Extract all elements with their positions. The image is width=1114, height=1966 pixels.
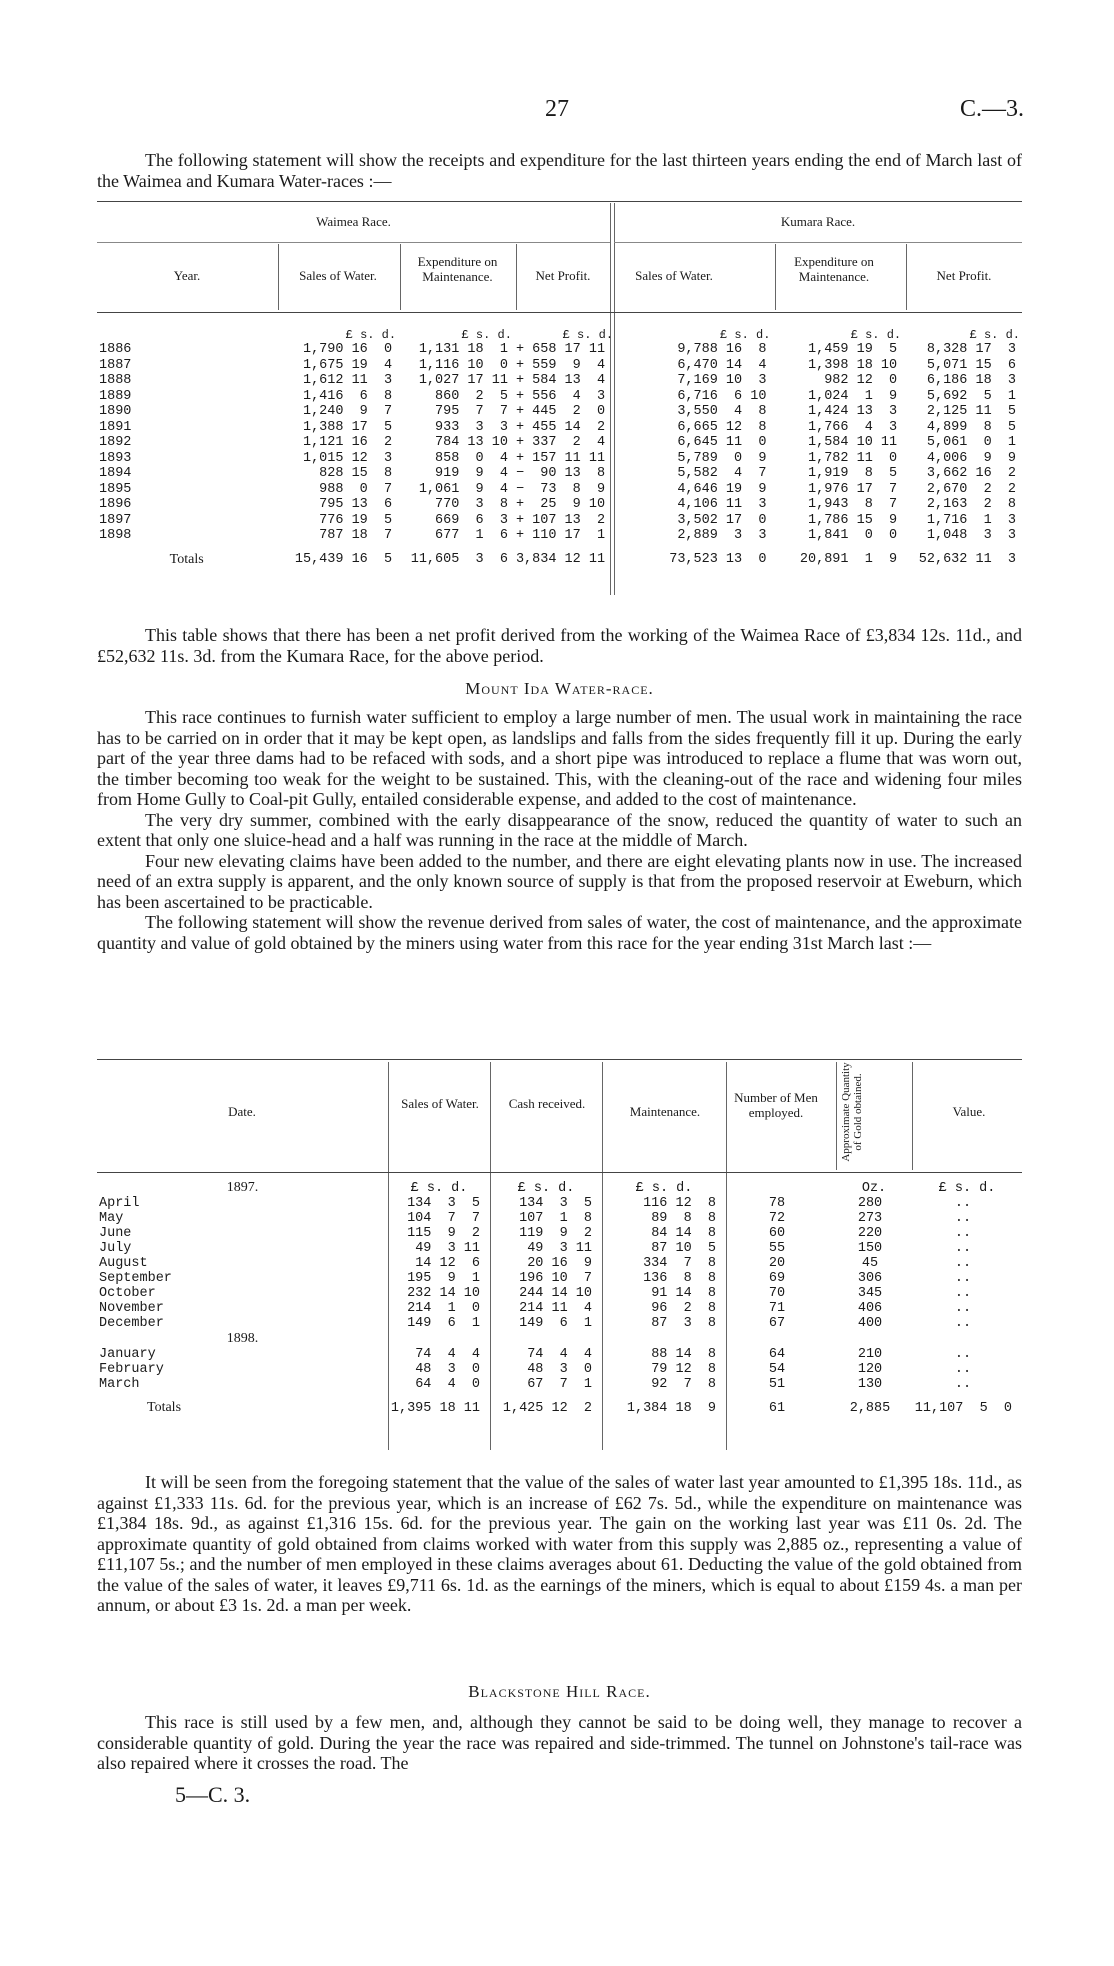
value-cell: 1,782 11 0 [808, 450, 898, 466]
table-row [97, 1362, 1022, 1377]
value-cell: 1,919 8 5 [808, 466, 898, 482]
year-cell: 1896 [99, 497, 132, 512]
mount-ida-para-4: The following statement will show the revenue derived from sales of water, the cost of maintenance, and the approximate quantity and value of gold obtained by the miners using water from this race for the year ending 31st March last :— [97, 912, 1022, 953]
table-row [97, 497, 1022, 513]
value-cell: 60 [768, 1226, 786, 1241]
value-cell: 1,416 6 8 [302, 388, 393, 404]
col-date: Date. [228, 1104, 256, 1119]
month-cell: August [99, 1256, 148, 1271]
value-cell: 136 8 8 [643, 1271, 716, 1286]
value-cell: 196 10 7 [519, 1271, 592, 1286]
value-cell: 8,328 17 3 [926, 342, 1016, 358]
value-cell: 244 14 10 [519, 1286, 592, 1301]
paragraph-gold-summary: It will be seen from the foregoing statement that the value of the sales of water last year amounted to £1,395 18s. 11d., as against £1,333 11s. 6d. for the previous year, which is an increase of £62 7s. 5d., while the expenditure on maintenance was £1,384 18s. 9d., as against £1,316 15s. 6d. for the previous year. The gain on the working last year was £11 0s. 2d. The approximate quantity of gold obtained from claims worked with water from this supply was 2,885 oz., representing a value of £11,107 5s.; and the number of men employed in these claims averages about 61. Deducting the value of the gold obtained from the value of the sales of water, it leaves £9,711 6s. 1d. as the earnings of the miners, which is equal to about £159 4s. a man per annum, or about £3 1s. 2d. a man per week. [97, 1472, 1022, 1615]
value-cell: + 110 17 1 [515, 528, 606, 544]
value-cell: .. [954, 1316, 972, 1331]
total-cell: 20,891 1 9 [799, 552, 898, 567]
value-cell: 5,692 5 1 [926, 388, 1016, 404]
value-cell: 406 [857, 1301, 883, 1316]
heading-mount-ida: Mount Ida Water-race. [465, 679, 654, 698]
col-year: Year. [173, 268, 201, 283]
year-cell: 1890 [99, 404, 132, 419]
month-cell: June [99, 1226, 132, 1241]
value-cell: 1,061 9 4 [418, 481, 508, 497]
value-cell: 1,790 16 0 [302, 342, 393, 358]
table-row [97, 1377, 1022, 1392]
table2-body [97, 1180, 1022, 1416]
spacer [602, 1331, 726, 1347]
value-cell: 92 7 8 [651, 1377, 716, 1392]
table1-units-row [97, 328, 1022, 342]
value-cell: 5,071 15 6 [926, 357, 1016, 373]
table-row [97, 466, 1022, 482]
year-cell: 1887 [99, 357, 132, 373]
value-cell: + 337 2 4 [515, 435, 606, 451]
table-row [97, 1347, 1022, 1362]
heading-blackstone-hill: Blackstone Hill Race. [468, 1682, 651, 1701]
value-cell: 115 9 2 [407, 1226, 480, 1241]
table-row [97, 1196, 1022, 1211]
value-cell: 48 3 0 [527, 1362, 592, 1377]
value-cell: 1,584 10 11 [808, 435, 898, 451]
value-cell: 1,015 12 3 [302, 450, 393, 466]
total-cell: 61 [768, 1400, 786, 1416]
value-cell: 4,646 19 9 [677, 481, 767, 497]
col-men: Number of Men employed. [734, 1090, 818, 1120]
year-cell: 1895 [99, 481, 132, 497]
total-cell: 1,425 12 2 [502, 1400, 592, 1416]
value-cell: 71 [768, 1301, 786, 1316]
value-cell: 1,943 8 7 [808, 497, 898, 513]
value-cell: 1,131 18 1 [418, 342, 508, 358]
value-cell: 334 7 8 [643, 1256, 716, 1271]
value-cell: + 107 13 2 [515, 512, 606, 528]
value-cell: 64 [768, 1347, 786, 1362]
col-kumara-sales: Sales of Water. [635, 268, 713, 283]
value-cell: 210 [857, 1347, 883, 1362]
table-row [97, 1286, 1022, 1301]
value-cell: 84 14 8 [651, 1226, 716, 1241]
col-waimea-net: Net Profit. [535, 268, 591, 283]
value-cell: 988 0 7 [319, 481, 393, 497]
value-cell: 3,662 16 2 [926, 466, 1016, 482]
mount-ida-para-1: This race continues to furnish water sufficient to employ a large number of men. The usual work in maintaining the race has to be carried on in order that it may be kept open, as landslips and falls from the sides frequently fill it up. During the early part of the year three dams had to be refaced with sods, and a short pipe was introduced to replace a flume that was worn out, the timber becoming too weak for the weight to be sustained. This, with the cleaning-out of the race and widening four miles from Home Gully to Coal-pit Gully, entailed considerable expense, and added to the cost of maintenance. [97, 707, 1022, 809]
table-row [97, 1211, 1022, 1226]
value-cell: 64 4 0 [415, 1377, 480, 1392]
table-row [97, 342, 1022, 358]
value-cell: 49 3 11 [527, 1241, 592, 1256]
table1-body [97, 328, 1022, 568]
mount-ida-paragraphs [97, 707, 1022, 953]
value-cell: 91 14 8 [651, 1286, 716, 1301]
table-row [97, 1271, 1022, 1286]
value-cell: 74 4 4 [415, 1347, 480, 1362]
month-cell: December [99, 1316, 164, 1331]
table-row [97, 528, 1022, 544]
value-cell: 67 [768, 1316, 786, 1331]
table-row [97, 420, 1022, 436]
value-cell: 87 10 5 [651, 1241, 716, 1256]
value-cell: 150 [857, 1241, 883, 1256]
value-cell: 55 [768, 1241, 786, 1256]
value-cell: 107 1 8 [519, 1211, 592, 1226]
unit-label: £ s. d. [938, 1180, 996, 1196]
value-cell: 400 [857, 1316, 883, 1331]
value-cell: 1,048 3 3 [926, 528, 1016, 544]
unit-label: £ s. d. [635, 1180, 693, 1196]
value-cell: .. [954, 1226, 972, 1241]
value-cell: 273 [857, 1211, 883, 1226]
value-cell: 232 14 10 [407, 1286, 480, 1301]
table-row [97, 404, 1022, 420]
total-cell: 11,605 3 6 [410, 552, 508, 567]
value-cell: 120 [857, 1362, 883, 1377]
value-cell: 860 2 5 [435, 388, 508, 404]
value-cell: 20 16 9 [527, 1256, 592, 1271]
value-cell: .. [954, 1241, 972, 1256]
spacer [388, 1331, 490, 1347]
year-cell: 1889 [99, 388, 132, 404]
value-cell: 89 8 8 [651, 1211, 716, 1226]
value-cell: 20 [768, 1256, 786, 1271]
unit-label: £ s. d. [345, 328, 397, 342]
unit-label: £ s. d. [720, 328, 771, 342]
value-cell: 982 12 0 [824, 373, 898, 389]
value-cell: + 445 2 0 [515, 404, 606, 420]
total-cell: 73,523 13 0 [669, 552, 767, 567]
table-row [97, 1316, 1022, 1331]
value-cell: 149 6 1 [407, 1316, 480, 1331]
value-cell: 214 11 4 [519, 1301, 592, 1316]
month-cell: July [99, 1241, 132, 1256]
value-cell: 7,169 10 3 [677, 373, 767, 389]
value-cell: .. [954, 1256, 972, 1271]
col-maintenance: Maintenance. [629, 1104, 701, 1119]
value-cell: 67 7 1 [527, 1377, 592, 1392]
value-cell: .. [954, 1286, 972, 1301]
month-cell: November [99, 1301, 164, 1316]
table-row [97, 358, 1022, 374]
total-cell: 1,395 18 11 [390, 1400, 480, 1416]
value-cell: .. [954, 1271, 972, 1286]
kumara-race-heading: Kumara Race. [780, 214, 856, 229]
intro-paragraph: The following statement will show the receipts and expenditure for the last thirteen years ending the end of March last of the Waimea and Kumara Water-races :— [97, 150, 1022, 191]
value-cell: 828 15 8 [319, 466, 393, 482]
unit-label: £ s. d. [969, 328, 1020, 342]
table-row [97, 1226, 1022, 1241]
table-row [97, 1256, 1022, 1271]
year-label: 1898. [226, 1331, 259, 1346]
value-cell: 770 3 8 [435, 497, 508, 513]
spacer [490, 1331, 602, 1347]
value-cell: 1,240 9 7 [302, 404, 393, 420]
mount-ida-para-2: The very dry summer, combined with the early disappearance of the snow, reduced the quantity of water to such an extent that only one sluice-head and a half was running in the race at the middle of March. [97, 809, 1022, 850]
value-cell: 787 18 7 [319, 528, 393, 544]
value-cell: + 559 9 4 [515, 357, 606, 373]
value-cell: 6,186 18 3 [926, 373, 1016, 389]
value-cell: 1,388 17 5 [302, 419, 393, 435]
value-cell: 116 12 8 [643, 1196, 716, 1211]
unit-label: Oz. [861, 1180, 887, 1196]
value-cell: − 90 13 8 [515, 466, 606, 482]
value-cell: 72 [768, 1211, 786, 1226]
value-cell: 795 7 7 [435, 404, 508, 420]
value-cell: 2,163 2 8 [926, 497, 1016, 513]
value-cell: 795 13 6 [319, 497, 393, 513]
totals-label: Totals [169, 551, 204, 567]
units-spacer [97, 328, 276, 342]
table2-units-row [97, 1180, 1022, 1196]
table-row [97, 373, 1022, 389]
value-cell: 9,788 16 8 [677, 342, 767, 358]
document-ref: C.—3. [960, 96, 1025, 122]
month-cell: April [99, 1196, 140, 1211]
total-cell: 52,632 11 3 [918, 552, 1016, 567]
value-cell: 2,889 3 3 [677, 528, 767, 544]
value-cell: + 25 9 10 [515, 497, 606, 513]
value-cell: 79 12 8 [651, 1362, 716, 1377]
year-cell: 1898 [99, 528, 132, 543]
unit-label: £ s. d. [850, 328, 902, 342]
value-cell: 933 3 3 [435, 419, 508, 435]
value-cell: 776 19 5 [319, 512, 393, 528]
value-cell: 4,006 9 9 [926, 450, 1016, 466]
value-cell: 6,470 14 4 [677, 357, 767, 373]
total-cell: 15,439 16 5 [294, 552, 393, 567]
value-cell: 5,061 0 1 [926, 435, 1016, 451]
year-cell: 1891 [99, 419, 132, 435]
table1-totals-row [97, 544, 1022, 568]
value-cell: 96 2 8 [651, 1301, 716, 1316]
col-waimea-exp: Expenditure on Maintenance. [417, 254, 498, 284]
totals-label: Totals [147, 1400, 182, 1415]
month-cell: October [99, 1286, 156, 1301]
spacer [726, 1331, 836, 1347]
value-cell: 220 [857, 1226, 883, 1241]
year-cell: 1897 [99, 512, 132, 528]
value-cell: 69 [768, 1271, 786, 1286]
col-kumara-net: Net Profit. [936, 268, 992, 283]
value-cell: .. [954, 1301, 972, 1316]
value-cell: 104 7 7 [407, 1211, 480, 1226]
value-cell: 4,899 8 5 [926, 419, 1016, 435]
value-cell: 2,125 11 5 [926, 404, 1016, 420]
value-cell: 1,675 19 4 [302, 357, 393, 373]
units-spacer [726, 1180, 836, 1196]
spacer [836, 1331, 912, 1347]
value-cell: 45 [861, 1256, 879, 1271]
value-cell: 87 3 8 [651, 1316, 716, 1331]
value-cell: .. [954, 1362, 972, 1377]
value-cell: 1,786 15 9 [808, 512, 898, 528]
value-cell: 1,459 19 5 [808, 342, 898, 358]
month-cell: September [99, 1271, 172, 1286]
col-value: Value. [952, 1104, 986, 1119]
value-cell: 669 6 3 [435, 512, 508, 528]
value-cell: .. [954, 1377, 972, 1392]
value-cell: 119 9 2 [519, 1226, 592, 1241]
unit-label: £ s. d. [461, 328, 512, 342]
value-cell: .. [954, 1211, 972, 1226]
value-cell: + 455 14 2 [515, 419, 606, 435]
value-cell: 1,024 1 9 [808, 388, 898, 404]
value-cell: 54 [768, 1362, 786, 1377]
value-cell: 280 [857, 1196, 883, 1211]
month-cell: January [99, 1347, 156, 1362]
value-cell: 677 1 6 [435, 528, 508, 544]
value-cell: 48 3 0 [415, 1362, 480, 1377]
mount-ida-para-3: Four new elevating claims have been added to the number, and there are eight elevating plants now in use. The increased need of an extra supply is apparent, and the only known source of supply is that from the proposed reservoir at Eweburn, which has been ascertained to be practicable. [97, 850, 1022, 912]
col-sales: Sales of Water. [401, 1096, 479, 1111]
value-cell: 51 [768, 1377, 786, 1392]
value-cell: − 73 8 9 [515, 481, 606, 497]
table-row [97, 389, 1022, 405]
value-cell: 134 3 5 [407, 1196, 480, 1211]
value-cell: 5,582 4 7 [677, 466, 767, 482]
value-cell: 70 [768, 1286, 786, 1301]
month-cell: February [99, 1362, 164, 1377]
total-cell: 1,384 18 9 [626, 1400, 716, 1416]
col-cash: Cash received. [508, 1096, 586, 1111]
value-cell: 1,612 11 3 [302, 373, 393, 389]
value-cell: 2,670 2 2 [926, 481, 1016, 497]
page-number: 27 [545, 96, 569, 122]
col-kumara-exp: Expenditure on Maintenance. [794, 254, 874, 284]
year-cell: 1888 [99, 373, 132, 388]
value-cell: 306 [857, 1271, 883, 1286]
value-cell: 919 9 4 [435, 466, 508, 482]
value-cell: 134 3 5 [519, 1196, 592, 1211]
paragraph-net-profit: This table shows that there has been a net profit derived from the working of the Waimea Race of £3,834 12s. 11d., and £52,632 11s. 3d. from the Kumara Race, for the above period. [97, 625, 1022, 666]
unit-label: £ s. d. [517, 1180, 575, 1196]
value-cell: 345 [857, 1286, 883, 1301]
paragraph-blackstone: This race is still used by a few men, and, although they cannot be said to be doing well, they manage to recover a considerable quantity of gold. During the year the race was repaired and side-trimmed. The tunnel on Johnstone's tail-race was also repaired where it crosses the road. The [97, 1712, 1022, 1773]
table-row [97, 435, 1022, 451]
value-cell: 858 0 4 [435, 450, 508, 466]
year-cell: 1893 [99, 450, 132, 466]
table-row [97, 451, 1022, 467]
table-row [97, 482, 1022, 498]
value-cell: 149 6 1 [519, 1316, 592, 1331]
year-cell: 1892 [99, 435, 132, 450]
value-cell: 88 14 8 [651, 1347, 716, 1362]
value-cell: 6,645 11 0 [677, 435, 767, 451]
value-cell: 4,106 11 3 [677, 497, 767, 513]
value-cell: 1,027 17 11 [418, 373, 508, 389]
value-cell: .. [954, 1347, 972, 1362]
value-cell: + 584 13 4 [515, 373, 606, 389]
value-cell: 1,976 17 7 [808, 481, 898, 497]
value-cell: 1,121 16 2 [302, 435, 393, 451]
value-cell: 3,550 4 8 [677, 404, 767, 420]
page-footer: 5—C. 3. [175, 1782, 251, 1807]
month-cell: May [99, 1211, 124, 1226]
table-row [97, 513, 1022, 529]
waimea-race-heading: Waimea Race. [316, 214, 391, 229]
value-cell: + 658 17 11 [515, 342, 606, 358]
value-cell: 5,789 0 9 [677, 450, 767, 466]
value-cell: 3,502 17 0 [677, 512, 767, 528]
value-cell: 74 4 4 [527, 1347, 592, 1362]
value-cell: + 556 4 3 [515, 388, 606, 404]
total-cell: 11,107 5 0 [914, 1400, 1012, 1416]
table-row [97, 1301, 1022, 1316]
total-cell: 3,834 12 11 [515, 552, 606, 567]
value-cell: .. [954, 1196, 972, 1211]
value-cell: 1,766 4 3 [808, 419, 898, 435]
value-cell: 784 13 10 [435, 435, 508, 451]
value-cell: 1,841 0 0 [808, 528, 898, 544]
value-cell: 1,398 18 10 [808, 357, 898, 373]
value-cell: 130 [857, 1377, 883, 1392]
year-row [97, 1331, 1022, 1347]
month-cell: March [99, 1377, 140, 1392]
col-waimea-sales: Sales of Water. [299, 268, 377, 283]
unit-label: £ s. d. [562, 328, 614, 342]
value-cell: 14 12 6 [415, 1256, 480, 1271]
table2-totals-row [97, 1392, 1022, 1416]
year-cell: 1886 [99, 342, 132, 357]
year-cell: 1894 [99, 466, 132, 481]
value-cell: 6,716 6 10 [677, 388, 767, 404]
value-cell: 1,716 1 3 [926, 512, 1016, 528]
value-cell: 49 3 11 [415, 1241, 480, 1256]
value-cell: 78 [768, 1196, 786, 1211]
value-cell: 6,665 12 8 [677, 419, 767, 435]
col-gold-qty: Approximate Quantity of Gold obtained. [840, 1062, 864, 1162]
year-label: 1897. [226, 1180, 259, 1195]
value-cell: 195 9 1 [407, 1271, 480, 1286]
value-cell: 214 1 0 [407, 1301, 480, 1316]
value-cell: + 157 11 11 [515, 450, 606, 466]
unit-label: £ s. d. [410, 1180, 468, 1196]
value-cell: 1,424 13 3 [808, 404, 898, 420]
table-row [97, 1241, 1022, 1256]
spacer [912, 1331, 1022, 1347]
total-cell: 2,885 [849, 1400, 891, 1416]
value-cell: 1,116 10 0 [418, 357, 508, 373]
